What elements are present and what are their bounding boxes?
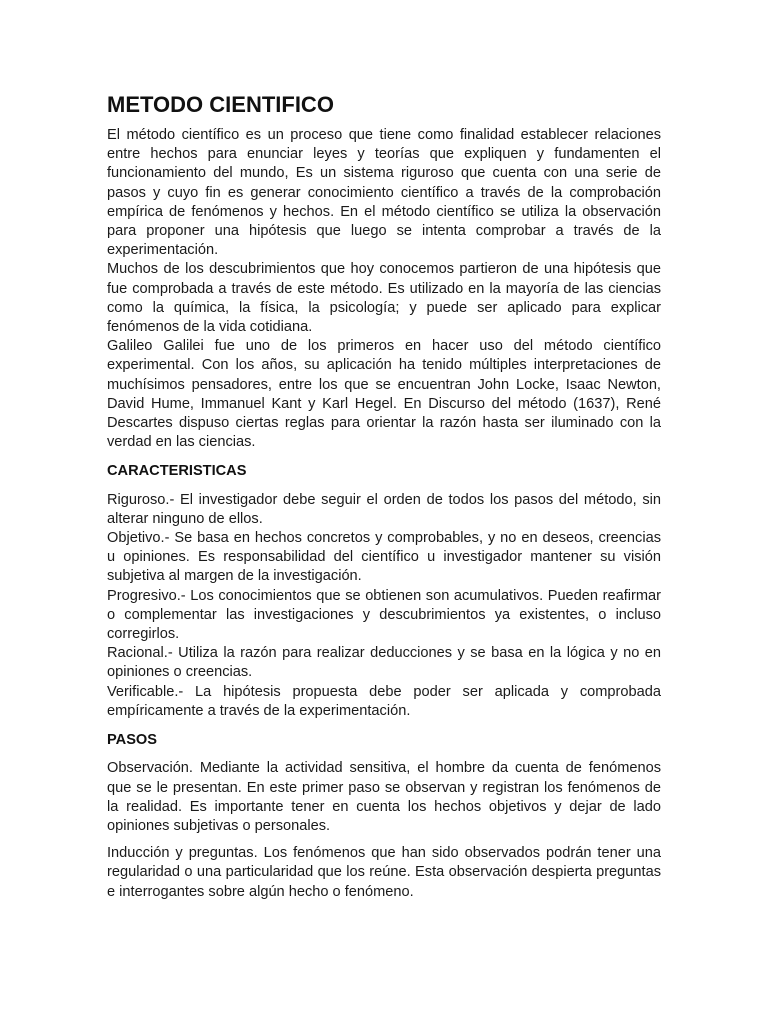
document-title: METODO CIENTIFICO [107, 92, 334, 117]
intro-paragraph-definition: El método científico es un proceso que tiene como finalidad establecer relaciones entre hechos para enunciar leyes y teorías que expliquen y fundamenten el funcionamiento del mundo, Es un sistema riguroso que cuenta con una serie de pasos y cuyo fin es generar conocimiento científico a través de la comprobación empírica de fenómenos y hechos. En el método científico se utiliza la observación para proponer una hipótesis que luego se intenta comprobar a través de la experimentación. [107, 127, 661, 259]
characteristic-riguroso: Riguroso.- El investigador debe seguir el orden de todos los pasos del método, sin alterar ninguno de ellos. [107, 491, 661, 527]
characteristic-verificable: Verificable.- La hipótesis propuesta debe poder ser aplicada y comprobada empíricamente a través de la experimentación. [107, 683, 661, 719]
characteristic-objetivo: Objetivo.- Se basa en hechos concretos y comprobables, y no en deseos, creencias u opiniones. Es responsabilidad del científico u investigador mantener su visión subjetiva al margen de la investigación. [107, 530, 661, 585]
document-page [107, 92, 661, 902]
steps-heading: PASOS [107, 732, 158, 749]
characteristics-heading: CARACTERISTICAS [107, 463, 247, 480]
step-observacion: Observación. Mediante la actividad sensitiva, el hombre da cuenta de fenómenos que se le presentan. En este primer paso se observan y registran los fenómenos de la realidad. Es importante tener en cuenta los hechos objetivos y dejar de lado opiniones subjetivas o personales. [107, 760, 661, 834]
intro-paragraph-discoveries: Muchos de los descubrimientos que hoy conocemos partieron de una hipótesis que fue comprobada a través de este método. Es utilizado en la mayoría de las ciencias como la química, la física, la psicología; y puede ser aplicado para explicar fenómenos de la vida cotidiana. [107, 261, 661, 336]
characteristic-racional: Racional.- Utiliza la razón para realizar deducciones y se basa en la lógica y no en opiniones o creencias. [107, 645, 661, 681]
characteristic-progresivo: Progresivo.- Los conocimientos que se obtienen son acumulativos. Pueden reafirmar o complementar las investigaciones y descubrimientos ya existentes, o incluso corregirlos. [107, 587, 661, 643]
step-induccion: Inducción y preguntas. Los fenómenos que han sido observados podrán tener una regularidad o una particularidad que los reúne. Esta observación despierta preguntas e interrogantes sobre algún hecho o fenómeno. [107, 845, 661, 900]
intro-paragraph-history: Galileo Galilei fue uno de los primeros en hacer uso del método científico experimental. Con los años, su aplicación ha tenido múltiples interpretaciones de muchísimos pensadores, entre los que se encuentran John Locke, Isaac Newton, David Hume, Immanuel Kant y Karl Hegel. En Discurso del método (1637), René Descartes dispuso ciertas reglas para orientar la razón hasta ser iluminado con la verdad en las ciencias. [107, 338, 661, 451]
